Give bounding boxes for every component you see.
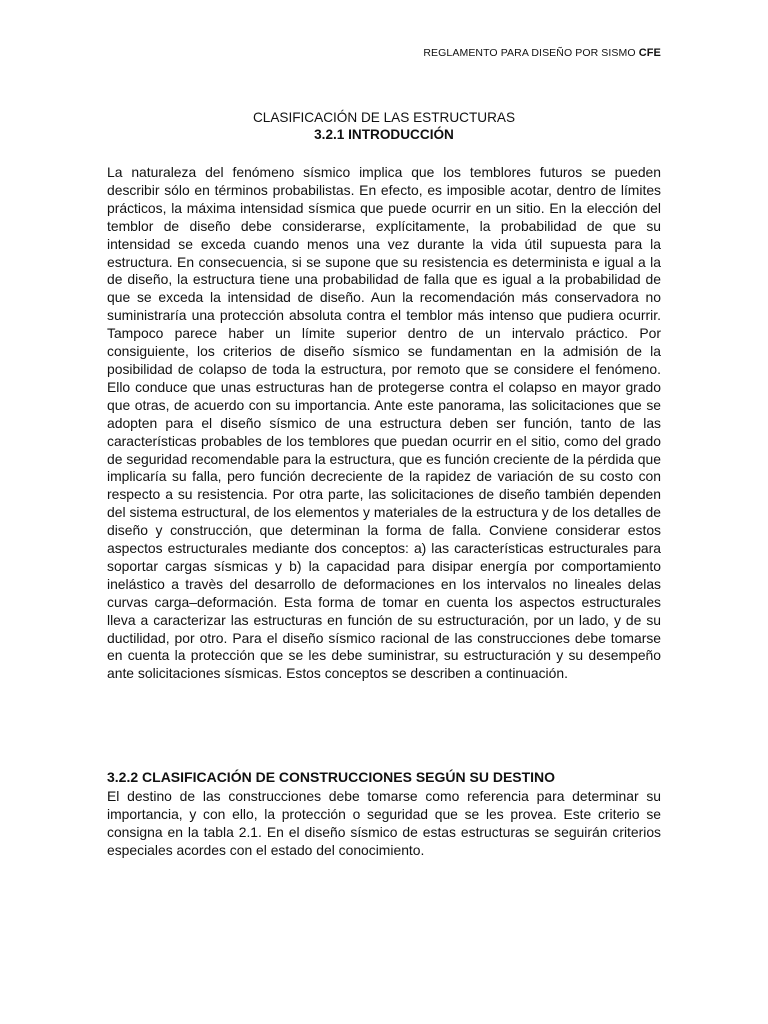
running-header — [423, 47, 661, 59]
header-brand: CFE — [638, 47, 661, 59]
section-1-heading: 3.2.1 INTRODUCCIÓN — [314, 127, 454, 142]
section-2-heading: 3.2.2 CLASIFICACIÓN DE CONSTRUCCIONES SEGÚN SU DESTINO — [107, 769, 556, 785]
title-block — [0, 109, 768, 143]
page-title: CLASIFICACIÓN DE LAS ESTRUCTURAS — [252, 110, 516, 125]
section-2-body: El destino de las construcciones debe tomarse como referencia para determinar su importancia, y con ello, la protección o seguridad que se les provea. Este criterio se consigna en la tabla 2.1. En el diseño sísmico de estas estructuras se seguirán criterios especiales acordes con el estado del conocimiento. — [107, 788, 661, 858]
section-1-body: La naturaleza del fenómeno sísmico implica que los temblores futuros se pueden describir sólo en términos probabilistas. En efecto, es imposible acotar, dentro de límites prácticos, la máxima intensidad sísmica que puede ocurrir en un sitio. En la elección del temblor de diseño debe considerarse, explícitamente, la probabilidad de que su intensidad se exceda cuando menos una vez durante la vida útil supuesta para la estructura. En consecuencia, si se supone que su resistencia es determinista e igual a la de diseño, la estructura tiene una probabilidad de falla que es igual a la probabilidad de que se exceda la intensidad de diseño. Aun la recomendación más conservadora no suministraría una protección absoluta contra el temblor más intenso que pudiera ocurrir. Tampoco parece haber un límite superior dentro de un intervalo práctico. Por consiguiente, los criterios de diseño sísmico se fundamentan en la admisión de la posibilidad de colapso de toda la estructura, por remoto que se considere el fenómeno. Ello conduce que unas estructuras han de protegerse contra el colapso en mayor grado que otras, de acuerdo con su importancia. Ante este panorama, las solicitaciones que se adopten para el diseño sísmico de una estructura deben ser función, tanto de las características probables de los temblores que puedan ocurrir en el sitio, como del grado de seguridad recomendable para la estructura, que es función creciente de la pérdida que implicaría su falla, pero función decreciente de la rapidez de variación de su costo con respecto a su resistencia. Por otra parte, las solicitaciones de diseño también dependen del sistema estructural, de los elementos y materiales de la estructura y de los detalles de diseño y construcción, que determinan la forma de falla. Conviene considerar estos aspectos estructurales mediante dos conceptos: a) las características estructurales para soportar cargas sísmicas y b) la capacidad para disipar energía por comportamiento inelástico a travès del desarrollo de deformaciones en los intervalos no lineales delas curvas carga–deformación. Esta forma de tomar en cuenta los aspectos estructurales lleva a caracterizar las estructuras en función de su estructuración, por un lado, y de su ductilidad, por otro. Para el diseño sísmico racional de las construcciones debe tomarse en cuenta la protección que se les debe suministrar, su estructuración y su desempeño ante solicitaciones sísmicas. Estos conceptos se describen a continuación. — [107, 164, 661, 682]
header-text: REGLAMENTO PARA DISEÑO POR SISMO — [423, 47, 636, 59]
